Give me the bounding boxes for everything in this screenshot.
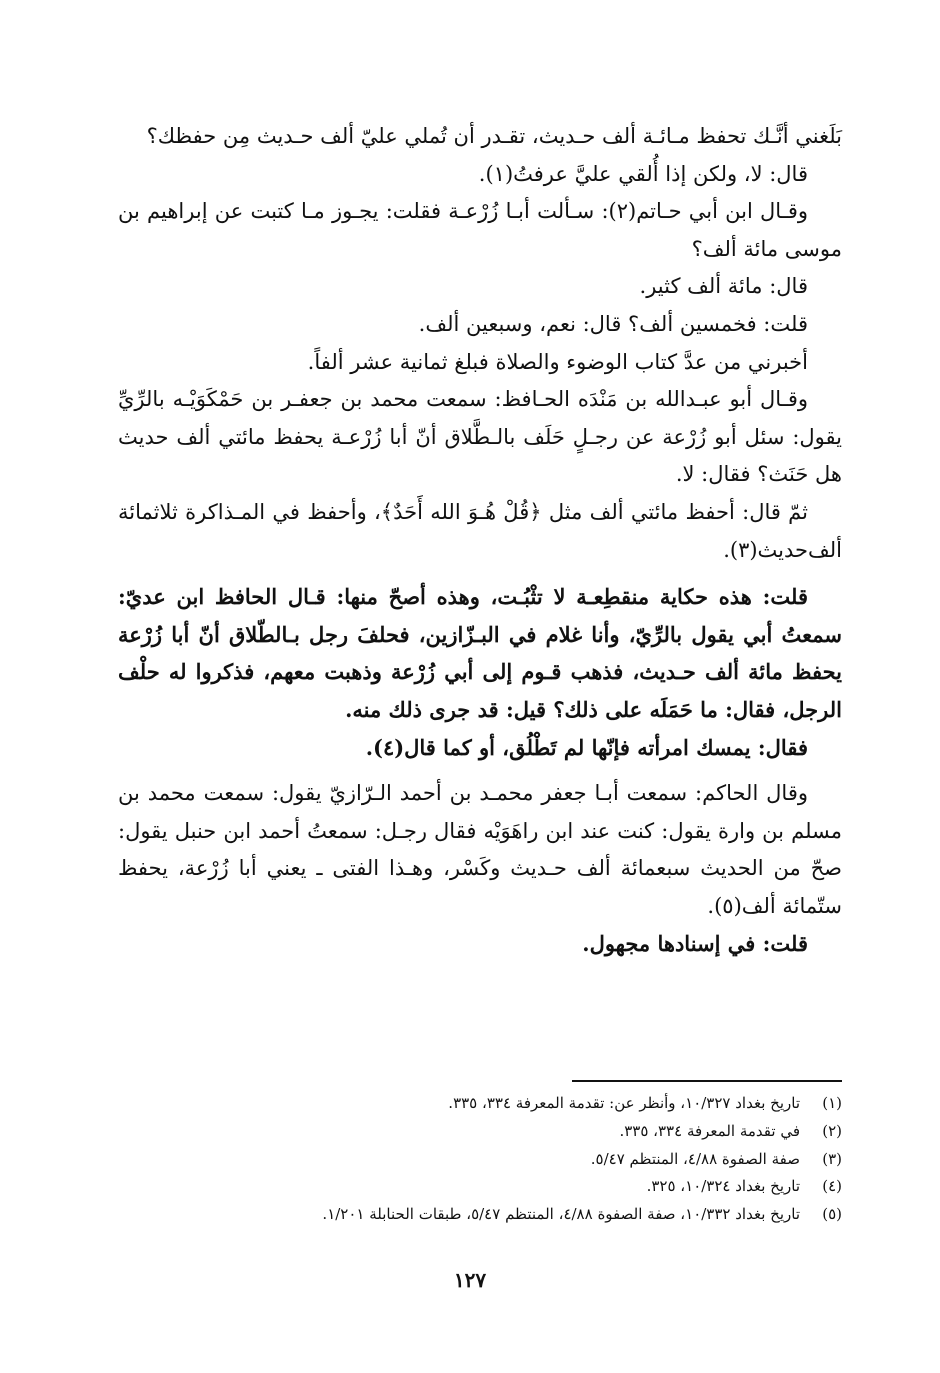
paragraph-9: قلت: هذه حكاية منقطِعـة لا تثْبُـت، وهذه أصحّ منها: قـال الحافظ ابن عديّ: سمعتُ أبي يقول بالرِّيّ، وأنا غلام في البـزّازين، فحلفَ رجل بـالطّلاق أنّ أبا زُرْعة يحفظ مائة ألف حـديث، فذهب قـوم إلى أبي زُرْعة وذهبت معهم، فذكروا له حلْف الرجل، فقال: ما حَمَلَه على ذلك؟ قيل: قد جرى ذلك منه. — [118, 584, 842, 722]
footnote-text: تاريخ بغداد ١٠/٣٣٢، صفة الصفوة ٤/٨٨، المنتظم ٥/٤٧، طبقات الحنابلة ١/٢٠١. — [322, 1205, 800, 1224]
paragraph-6: أخبرني من عدَّ كتاب الوضوء والصلاة فبلغ ثمانية عشر ألفاً. — [307, 349, 808, 374]
paragraph-1: بَلَغني أنَّـك تحفظ مـائـة ألف حـديث، تقـدر أن تُملي عليّ ألف حـديث مِن حفظك؟ — [146, 124, 842, 148]
footnote-number: (٣) — [822, 1149, 842, 1168]
footnote-5 — [142, 1201, 842, 1229]
paragraph-5: قلت: فخمسين ألف؟ قال: نعم، وسبعين ألف. — [418, 311, 808, 336]
paragraph-12: قلت: في إسنادها مجهول. — [582, 931, 808, 957]
paragraph-2: قال: لا، ولكن إذا أُلقي عليَّ عرفتُ(١). — [478, 161, 808, 186]
footnote-4 — [142, 1173, 842, 1201]
footnote-1 — [142, 1090, 842, 1118]
paragraph-8: ثمّ قال: أحفظ مائتي ألف مثل ﴿قُلْ هُـوَ الله أَحَدٌ﴾، وأحفظ في المـذاكرة ثلاثمائة ألف‌حديث(٣). — [118, 499, 842, 562]
paragraph-10: فقال: يمسك امرأته فإنّها لم تَطْلُق، أو كما قال(٤). — [365, 734, 808, 760]
footnote-separator — [572, 1080, 842, 1082]
paragraph-3: وقـال ابن أبي حـاتم(٢): سـألت أبـا زُرْعـة فقلت: يجـوز مـا كتبت عن إبراهيم بن موسى مائة ألف؟ — [118, 199, 842, 261]
paragraph-7: وقـال أبو عبـدالله بن مَنْدَه الحـافظ: سمعت محمد بن جعفـر بن حَمْكَوَيْـه بالرِّيِّ يقول: سئل أبو زُرْعة عن رجـلٍ حَلَف بالـطَّلاق أنّ أبا زُرْعـة يحفظ مائتي ألف حديث هل حَنَث؟ فقال: لا. — [118, 387, 842, 487]
paragraph-4: قال: مائة ألف كثير. — [639, 274, 808, 299]
footnote-text: صفة الصفوة ٤/٨٨، المنتظم ٥/٤٧. — [590, 1149, 800, 1168]
footnote-number: (٢) — [822, 1121, 842, 1140]
footnote-text: تاريخ بغداد ١٠/٣٢٤، ٣٢٥. — [646, 1177, 800, 1196]
footnote-text: في تقدمة المعرفة ٣٣٤، ٣٣٥. — [619, 1121, 800, 1140]
footnote-number: (٥) — [822, 1205, 842, 1224]
paragraph-11: وقال الحاكم: سمعت أبـا جعفر محمـد بن أحمد الـرّازيّ يقول: سمعت محمد بن مسلم بن وارة يقول: كنت عند ابن راهَوَيْه فقال رجـل: سمعتُ أحمد ابن حنبل يقول: صحّ من الحديث سبعمائة ألف حـديث وكَسْر، وهـذا الفتى ـ يعني أبا زُرْعة، يحفظ ستّمائة ألف(٥). — [118, 781, 842, 918]
footnote-3 — [142, 1146, 842, 1174]
page-number: ١٢٧ — [453, 1268, 487, 1292]
main-text — [118, 118, 842, 963]
footnote-text: تاريخ بغداد ١٠/٣٢٧، وأنظر عن: تقدمة المعرفة ٣٣٤، ٣٣٥. — [448, 1094, 800, 1112]
footnote-2 — [142, 1118, 842, 1146]
footnotes — [142, 1090, 842, 1229]
footnote-number: (١) — [822, 1094, 842, 1112]
footnote-number: (٤) — [822, 1177, 842, 1196]
